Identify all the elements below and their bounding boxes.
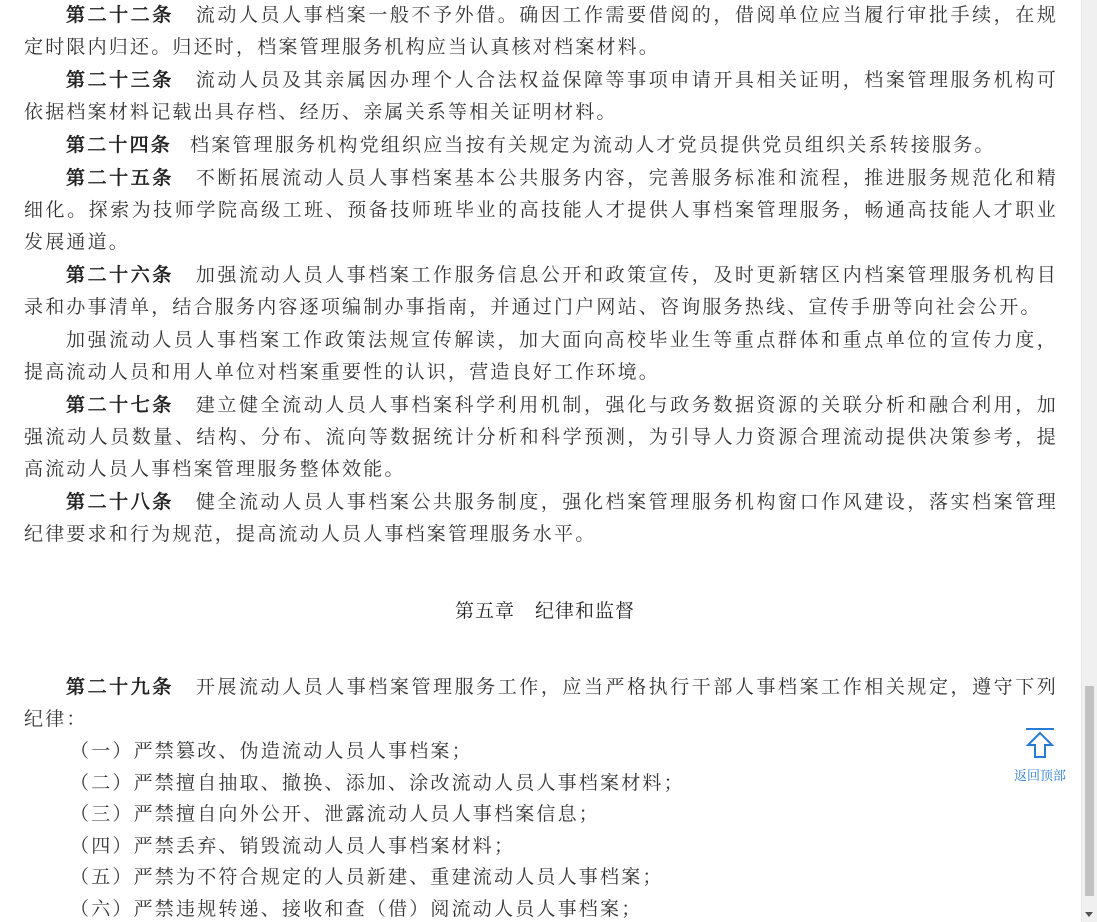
clause-25	[24, 162, 1058, 258]
list-item: （六）严禁违规转递、接收和查（借）阅流动人员人事档案；	[70, 897, 643, 920]
clause-text: 档案管理服务机构党组织应当按有关规定为流动人才党员提供党员组织关系转接服务。	[190, 134, 996, 156]
clause-number: 第二十五条	[66, 167, 174, 189]
clause-27	[24, 389, 1058, 485]
clause-text: 流动人员及其亲属因办理个人合法权益保障等事项申请开具相关证明，档案管理服务机构可依据档案材料记载出具存档、经历、亲属关系等相关证明材料。	[24, 69, 1058, 123]
clause-number: 第二十六条	[66, 264, 174, 286]
vertical-scrollbar[interactable]	[1081, 0, 1097, 922]
scroll-down-icon[interactable]	[1085, 912, 1093, 917]
clause-text: 不断拓展流动人员人事档案基本公共服务内容，完善服务标准和流程，推进服务规范化和精细化。探索为技师学院高级工班、预备技师班毕业的高技能人才提供人事档案管理服务，畅通高技能人才职业发展通道。	[24, 167, 1058, 253]
clause-number: 第二十九条	[66, 676, 174, 698]
back-to-top-button[interactable]	[1011, 727, 1069, 787]
clause-number: 第二十四条	[66, 134, 173, 156]
scrollbar-thumb[interactable]	[1085, 686, 1094, 896]
clause-22	[24, 0, 1058, 63]
list-item: （三）严禁擅自向外公开、泄露流动人员人事档案信息；	[70, 803, 601, 825]
clause-26	[24, 259, 1058, 323]
clause-text: 健全流动人员人事档案公共服务制度，强化档案管理服务机构窗口作风建设，落实档案管理纪律要求和行为规范，提高流动人员人事档案管理服务水平。	[24, 491, 1058, 545]
document-body	[24, 0, 1058, 922]
clause-29	[24, 671, 1058, 735]
clause-24	[24, 129, 1058, 161]
clause-text: 开展流动人员人事档案管理服务工作，应当严格执行干部人事档案工作相关规定，遵守下列纪律：	[24, 676, 1058, 730]
clause-number: 第二十七条	[66, 394, 174, 416]
list-item: （二）严禁擅自抽取、撤换、添加、涂改流动人员人事档案材料；	[70, 771, 685, 794]
clause-text: 流动人员人事档案一般不予外借。确因工作需要借阅的，借阅单位应当履行审批手续，在规定时限内归还。归还时，档案管理服务机构应当认真核对档案材料。	[24, 4, 1058, 58]
clause-number: 第二十八条	[66, 491, 174, 513]
clause-26-continuation	[24, 324, 1058, 388]
clause-number: 第二十三条	[66, 69, 174, 91]
clause-28	[24, 486, 1058, 550]
clause-number: 第二十二条	[66, 4, 174, 26]
list-item: （一）严禁篡改、伪造流动人员人事档案；	[70, 740, 473, 762]
clause-text: 加强流动人员人事档案工作政策法规宣传解读，加大面向高校毕业生等重点群体和重点单位的宣传力度，提高流动人员和用人单位对档案重要性的认识，营造良好工作环境。	[24, 329, 1058, 383]
arrow-up-icon	[1024, 727, 1056, 759]
back-to-top-label: 返回顶部	[1013, 769, 1066, 784]
clause-text: 加强流动人员人事档案工作服务信息公开和政策宣传，及时更新辖区内档案管理服务机构目录和办事清单，结合服务内容逐项编制办事指南，并通过门户网站、咨询服务热线、宣传手册等向社会公开。	[24, 264, 1058, 318]
list-item: （四）严禁丢弃、销毁流动人员人事档案材料；	[70, 834, 516, 857]
chapter-heading: 第五章 纪律和监督	[454, 600, 635, 622]
clause-text: 建立健全流动人员人事档案科学利用机制，强化与政务数据资源的关联分析和融合利用，加强流动人员数量、结构、分布、流向等数据统计分析和科学预测，为引导人力资源合理流动提供决策参考，提高流动人员人事档案管理服务整体效能。	[24, 394, 1058, 480]
list-item: （五）严禁为不符合规定的人员新建、重建流动人员人事档案；	[70, 866, 664, 888]
clause-23	[24, 64, 1058, 128]
discipline-list	[24, 736, 1058, 922]
